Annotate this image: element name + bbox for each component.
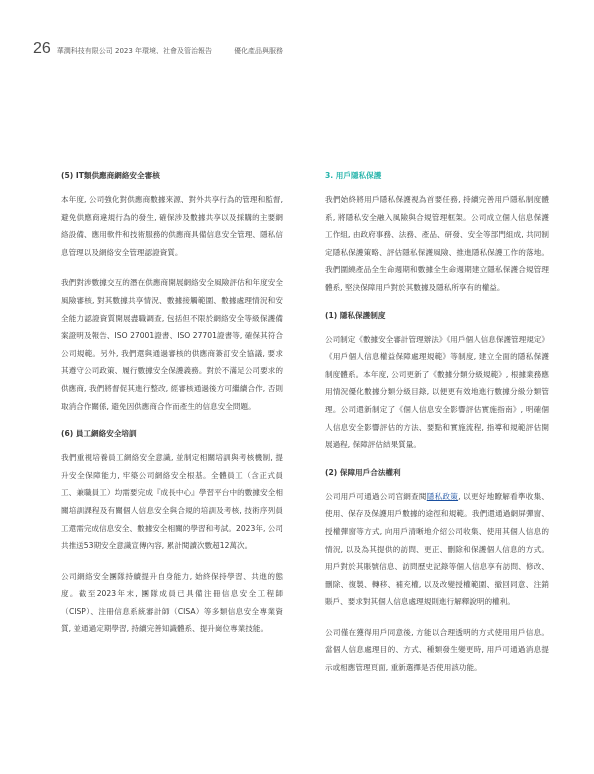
privacy-heading: 3. 用戶隱私保護 xyxy=(325,171,382,180)
user-rights-heading: (2) 保障用戶合法權利 xyxy=(325,467,401,477)
training-heading: (6) 員工網絡安全培訓 xyxy=(61,429,137,439)
consent-paragraph: 公司僅在獲得用戶同意後, 方能以合理透明的方式使用用戶信息。當個人信息處理目的、方式、種類發生變更時, 用戶可通過消息提示或相應管理頁面, 重新選擇是否使用該功能。 xyxy=(325,627,549,673)
privacy-policy-link[interactable]: 隱私政策 xyxy=(426,491,459,501)
right-column xyxy=(325,170,549,690)
privacy-system-heading: (1) 隱私保護制度 xyxy=(325,310,386,320)
supplier-audit-heading: (5) IT類供應商網絡安全審核 xyxy=(61,171,160,180)
report-title: 華潤科技有限公司 2023 年環境、社會及管治報告 xyxy=(56,47,213,55)
training-paragraph-2: 公司網絡安全團隊持續提升自身能力, 始終保持學習、共進的態度。截至2023年末, 團隊成員已具備注冊信息安全工程師（CISP）、注冊信息系統審計師（CISA）等多類信息安全專業資質, 並通過定期學習, 持續完善知識體系、提升崗位專業技能。 xyxy=(61,571,283,634)
supplier-paragraph-2: 我們對涉數據交互的潛在供應商開展網絡安全風險評估和年度安全風險審核, 對其數據共享情況、數據接觸範圍、數據處理情況和安全能力認證資質開展盡職調查, 包括但不限於網絡安全等級保護備案證明及報告、ISO 27001證書、ISO 27701證書等, 確保其符合公司規範。另外, 我們還與通過審核的供應商簽訂安全協議, 要求其遵守公司政策、履行數據安全保護義務。對於不滿足公司要求的供應商, 我們將督促其進行整改, 經審核通過後方可繼續合作, 否則取消合作關係, 避免因供應商合作而產生的信息安全問題。 xyxy=(61,278,283,411)
section-title: 優化產品與服務 xyxy=(234,47,284,55)
user-rights-paragraph xyxy=(325,488,549,611)
supplier-paragraph-1: 本年度, 公司強化對供應商數據來源、對外共享行為的管理和監督, 避免供應商違規行為的發生, 確保涉及數據共享以及採購的主要網絡設備、應用軟件和技術服務的供應商具備信息安全管理、隱私信息管理以及網絡安全管理認證資質。 xyxy=(61,195,283,257)
page-number: 26 xyxy=(33,40,51,57)
user-rights-text-start: 公司用戶可通過公司官網查閱 xyxy=(325,491,427,501)
privacy-paragraph: 我們始終將用戶隱私保護視為首要任務, 持續完善用戶隱私制度體系, 將隱私安全融入風險與合規管理框架。公司成立個人信息保護工作組, 由政府事務、法務、產品、研發、安全等部門組成, 共同制定隱私保護策略、評估隱私保護風險、推進隱私保護工作的落地。我們圍繞產品全生命週期和數據全生命週期建立隱私保護合規管理體系, 堅決保障用戶對於其數據及隱私所享有的權益。 xyxy=(325,195,549,292)
user-rights-text-end: , 以更好地瞭解看準收集、使用、保存及保護用戶數據的途徑和規範。我們還通過網屏彈窗、授權彈窗等方式, 向用戶清晰地介紹公司收集、使用其個人信息的情況, 以及為其提供的訪問、更正、刪除和保護個人信息的方式。用戶對於其賬號信息、訪問歷史記錄等個人信息享有訪問、修改、刪除、復製、轉移、補充權, 以及改變授權範圍、撤回同意、注銷賬戶、要求對其個人信息處理規則進行解釋說明的權利。 xyxy=(325,491,550,607)
training-paragraph-1: 我們重視培養員工網絡安全意識, 並制定相關培訓與考核機制, 提升安全保障能力, 牢築公司網絡安全根基。全體員工（含正式員工、兼職員工）均需要完成『成長中心』學習平台中的數據安全相關培訓課程及有關個人信息安全與合規的培訓及考核, 技術序列員工還需完成信息安全、數據安全相關的學習和考試。2023年, 公司共推送53期安全意識宣傳內容, 累計閱讀次數超12萬次。 xyxy=(61,453,283,551)
left-column xyxy=(61,170,283,651)
page-header xyxy=(33,40,564,60)
privacy-system-paragraph: 公司制定《數據安全審計管理辦法》《用戶個人信息保護管理規定》《用戶個人信息權益保障處理規範》等制度, 建立全面的隱私保護制度體系。本年度, 公司更新了《數據分類分級規範》, 根據業務應用情況優化數據分類分級目錄, 以便更有效地進行數據分級分類管理。公司還新制定了《個人信息安全影響評估實施指南》, 明確個人信息安全影響評估的方法、要點和實施流程, 指導和規範評估開展過程, 保障評估結果質量。 xyxy=(325,334,550,450)
